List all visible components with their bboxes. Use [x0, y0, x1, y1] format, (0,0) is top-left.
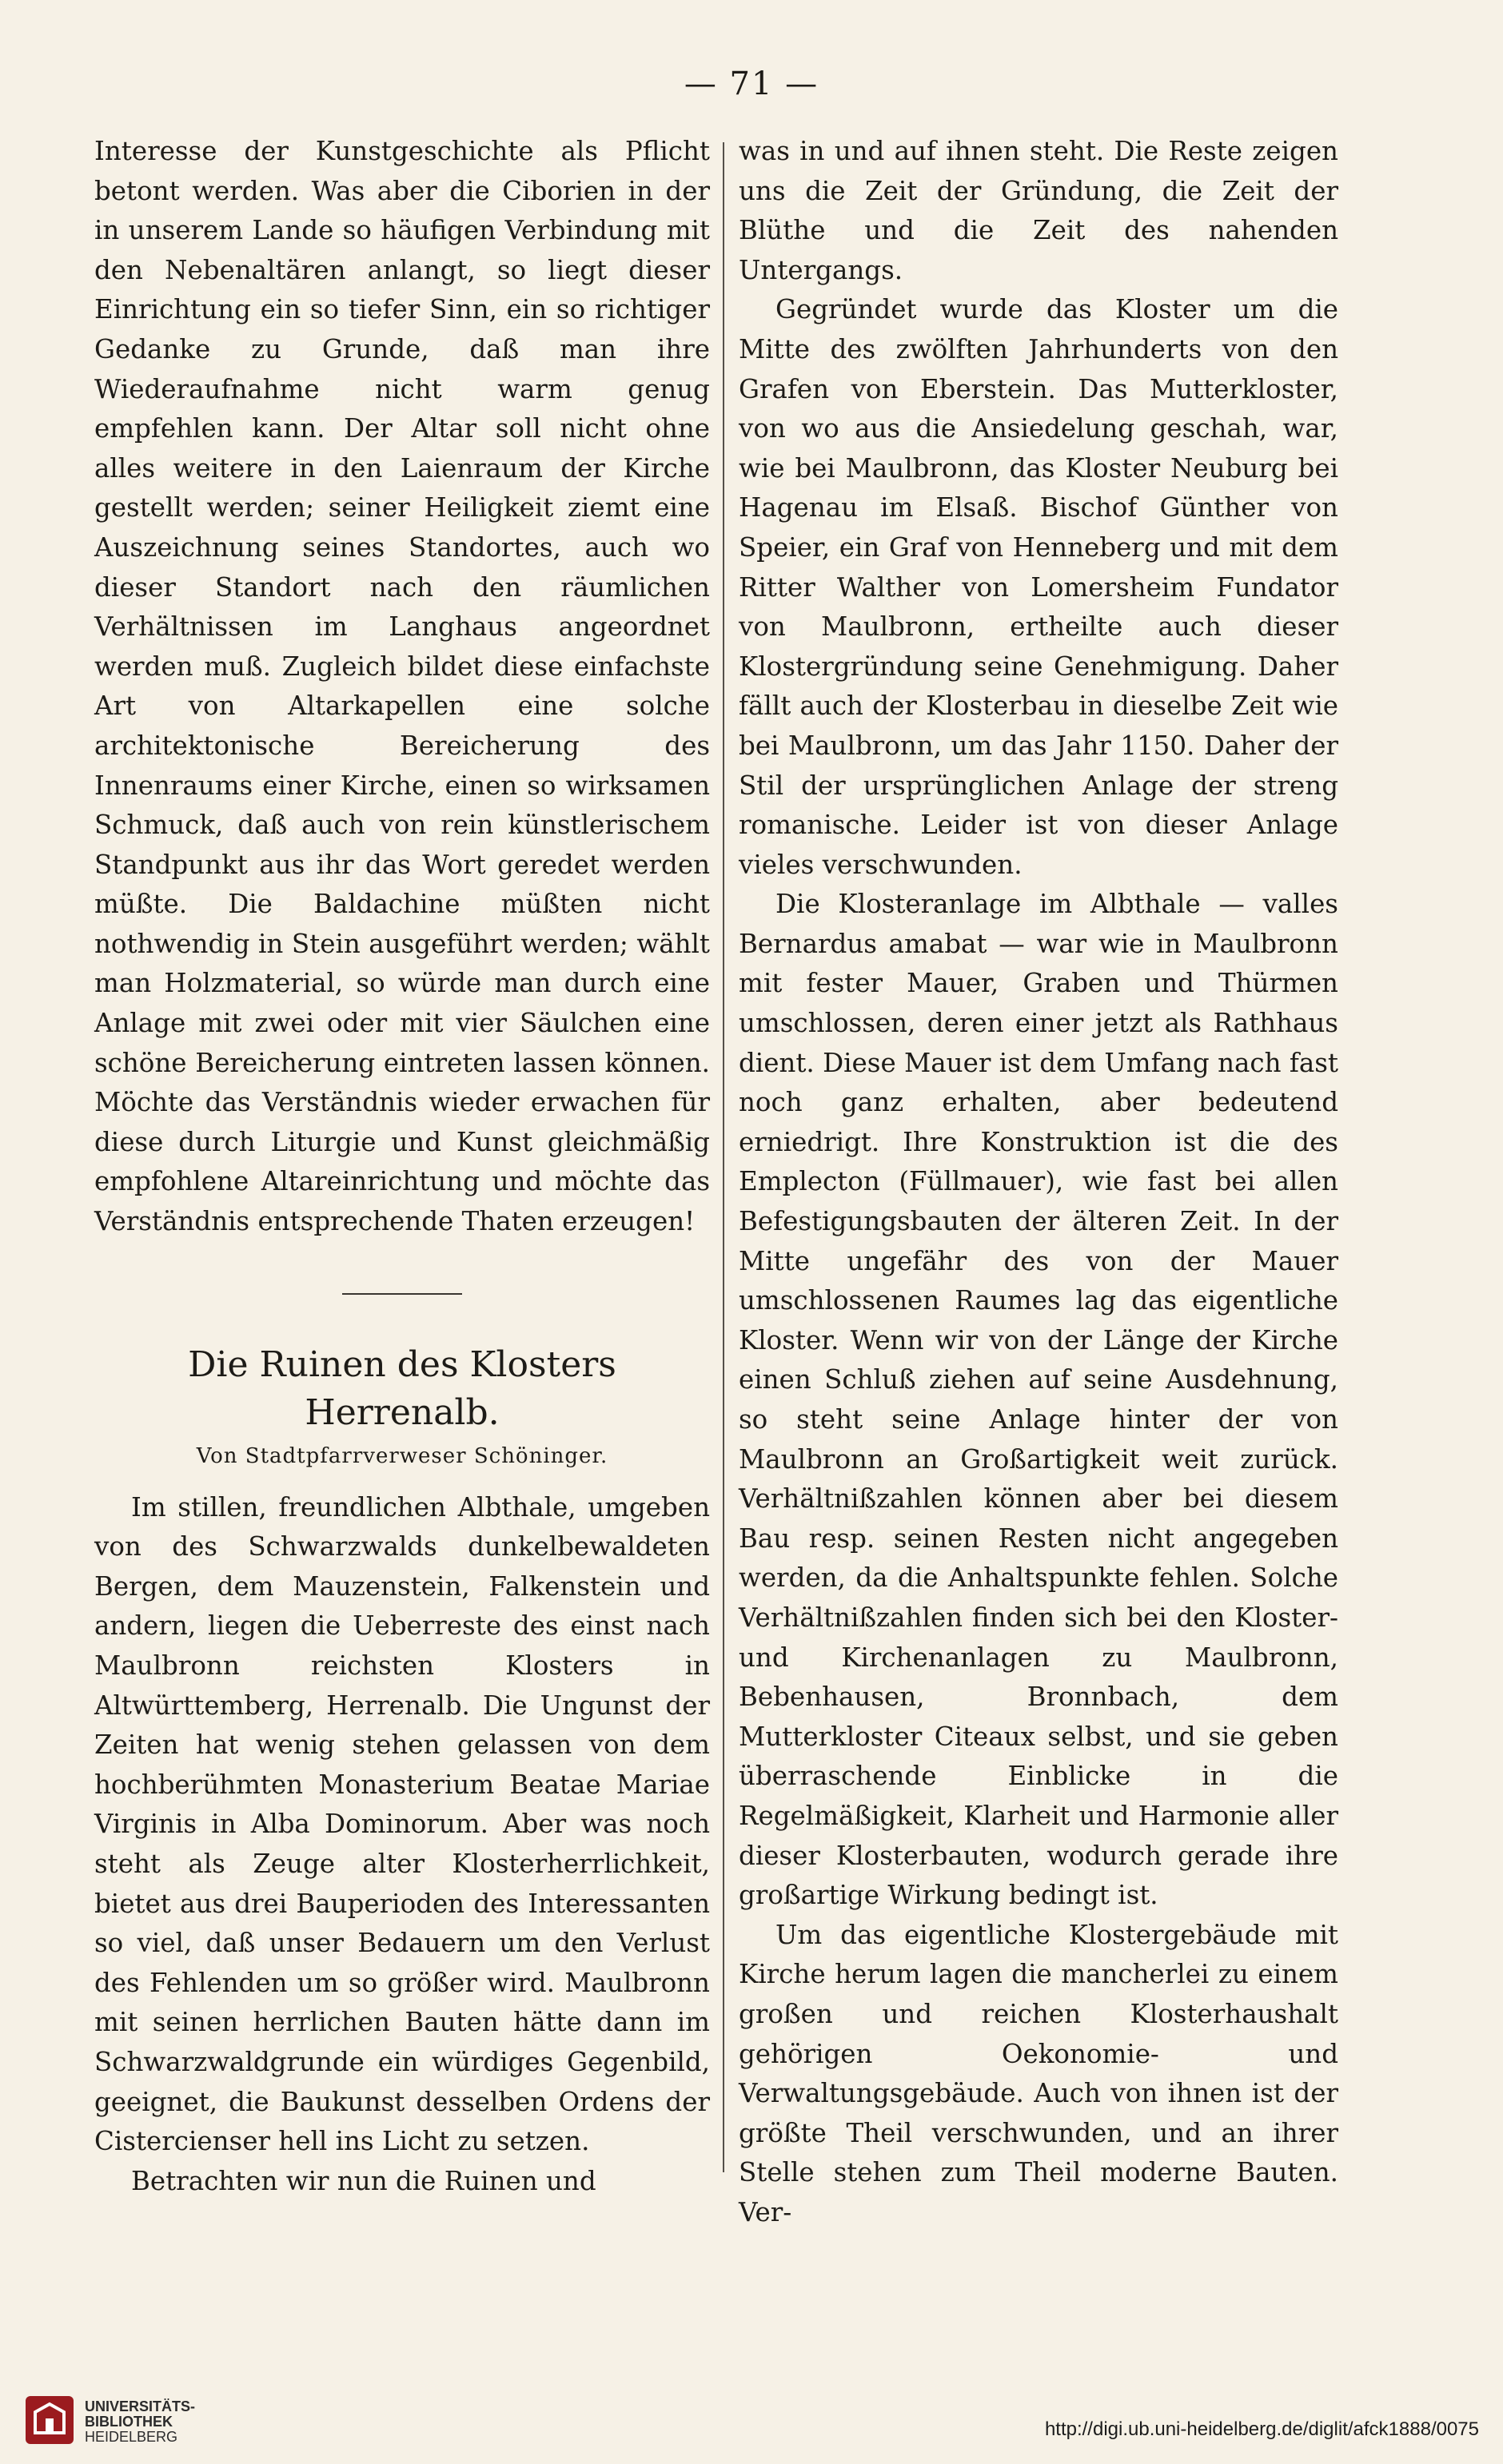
article-byline: Von Stadtpfarrverweser Schöninger. [196, 1443, 608, 1468]
page-footer [0, 2347, 1503, 2464]
right-paragraph-3: Die Klosteranlage im Albthale — valles Bernardus amabat — war wie in Maulbronn mit fester Mauer, Graben und Thürmen umschlossen, deren einer jetzt als Rathhaus dient. Diese Mauer ist dem Umfang nach fast noch ganz erhalten, aber bedeutend erniedrigt. Ihre Konstruktion ist die des Emplecton (Füllmauer), wie fast bei allen Befestigungsbauten der älteren Zeit. In der Mitte ungefähr des von der Mauer umschlossenen Raumes lag das eigentliche Kloster. Wenn wir von der Länge der Kirche einen Schluß ziehen auf seine Ausdehnung, so steht seine Anlage hinter der von Maulbronn an Großartigkeit weit zurück. Verhältnißzahlen können aber bei diesem Bau resp. seinen Resten nicht angegeben werden, da die Anhaltspunkte fehlen. Solche Verhältnißzahlen finden sich bei den Kloster- und Kirchenanlagen zu Maulbronn, Bebenhausen, Bronnbach, dem Mutterkloster Citeaux selbst, und sie geben überraschende Einblicke in die Regelmäßigkeit, Klarheit und Harmonie aller dieser Klosterbauten, wodurch gerade ihre großartige Wirkung bedingt ist. [739, 889, 1338, 1911]
left-paragraph-3: Betrachten wir nun die Ruinen und [131, 2165, 596, 2196]
source-url-link[interactable]: http://digi.ub.uni-heidelberg.de/diglit/afck1888/0075 [1044, 2418, 1479, 2440]
column-divider [723, 142, 724, 2172]
article-title: Die Ruinen des Klosters Herrenalb. [188, 1343, 616, 1433]
library-name-line-2: BIBLIOTHEK [85, 2414, 173, 2430]
right-paragraph-1: was in und auf ihnen steht. Die Reste zeigen uns die Zeit der Gründung, die Zeit der Blüthe und die Zeit des nahenden Untergangs. [739, 136, 1338, 285]
right-paragraph-2: Gegründet wurde das Kloster um die Mitte des zwölften Jahrhunderts von den Grafen von Eberstein. Das Mutterkloster, von wo aus die Ansiedelung geschah, war, wie bei Maulbronn, das Kloster Neuburg bei Hagenau im Elsaß. Bischof Günther von Speier, ein Graf von Henneberg und mit dem Ritter Walther von Lomersheim Fundator von Maulbronn, ertheilte auch dieser Klostergründung seine Genehmigung. Daher fällt auch der Klosterbau in dieselbe Zeit wie bei Maulbronn, um das Jahr 1150. Daher der Stil der ursprünglichen Anlage der streng romanische. Leider ist von dieser Anlage vieles verschwunden. [739, 294, 1338, 880]
left-column [94, 132, 710, 2201]
right-column [739, 132, 1338, 2232]
university-library-logo-icon[interactable] [24, 2394, 75, 2446]
library-name-line-1: UNIVERSITÄTS- [85, 2398, 196, 2414]
section-separator [342, 1293, 462, 1295]
left-paragraph-1: Interesse der Kunstgeschichte als Pflicht betont werden. Was aber die Ciborien in der in unserem Lande so häufigen Verbindung mit den Nebenaltären anlangt, so liegt dieser Einrichtung ein so tiefer Sinn, ein so richtiger Gedanke zu Grunde, daß man ihre Wiederaufnahme nicht warm genug empfehlen kann. Der Altar soll nicht ohne alles weitere in den Laienraum der Kirche gestellt werden; seiner Heiligkeit ziemt eine Auszeichnung seines Standortes, auch wo dieser Standort nach den räumlichen Verhältnissen im Langhaus angeordnet werden muß. Zugleich bildet diese einfachste Art von Altarkapellen eine solche architektonische Bereicherung des Innenraums einer Kirche, einen so wirksamen Schmuck, daß auch von rein künstlerischem Standpunkt aus ihr das Wort geredet werden müßte. Die Baldachine müßten nicht nothwendig in Stein ausgeführt werden; wählt man Holzmaterial, so würde man durch eine Anlage mit zwei oder mit vier Säulchen eine schöne Bereicherung eintreten lassen können. Möchte das Verständnis wieder erwachen für diese durch Liturgie und Kunst gleichmäßig empfohlene Altareinrichtung und möchte das Verständnis entsprechende Thaten erzeugen! [94, 136, 710, 1237]
left-paragraph-2: Im stillen, freundlichen Albthale, umgeben von des Schwarzwalds dunkelbewaldeten Bergen, dem Mauzenstein, Falkenstein und andern, liegen die Ueberreste des einst nach Maulbronn reichsten Klosters in Altwürttemberg, Herrenalb. Die Ungunst der Zeiten hat wenig stehen gelassen von dem hochberühmten Monasterium Beatae Mariae Virginis in Alba Dominorum. Aber was noch steht als Zeuge alter Klosterherrlichkeit, bietet aus drei Bauperioden des Interessanten so viel, daß unser Bedauern um den Verlust des Fehlenden um so größer wird. Maulbronn mit seinen herrlichen Bauten hätte dann im Schwarzwaldgrunde ein würdiges Gegenbild, geeignet, die Baukunst desselben Ordens der Cistercienser hell ins Licht zu setzen. [94, 1491, 710, 2157]
library-name[interactable] [85, 2399, 195, 2445]
page-number: — 71 — [684, 66, 819, 102]
right-paragraph-4: Um das eigentliche Klostergebäude mit Kirche herum lagen die mancherlei zu einem großen und reichen Klosterhaushalt gehörigen Oekonomie- und Verwaltungsgebäude. Auch von ihnen ist der größte Theil verschwunden, und an ihrer Stelle stehen zum Theil moderne Bauten. Ver- [739, 1919, 1338, 2227]
library-name-line-3: HEIDELBERG [85, 2429, 178, 2445]
